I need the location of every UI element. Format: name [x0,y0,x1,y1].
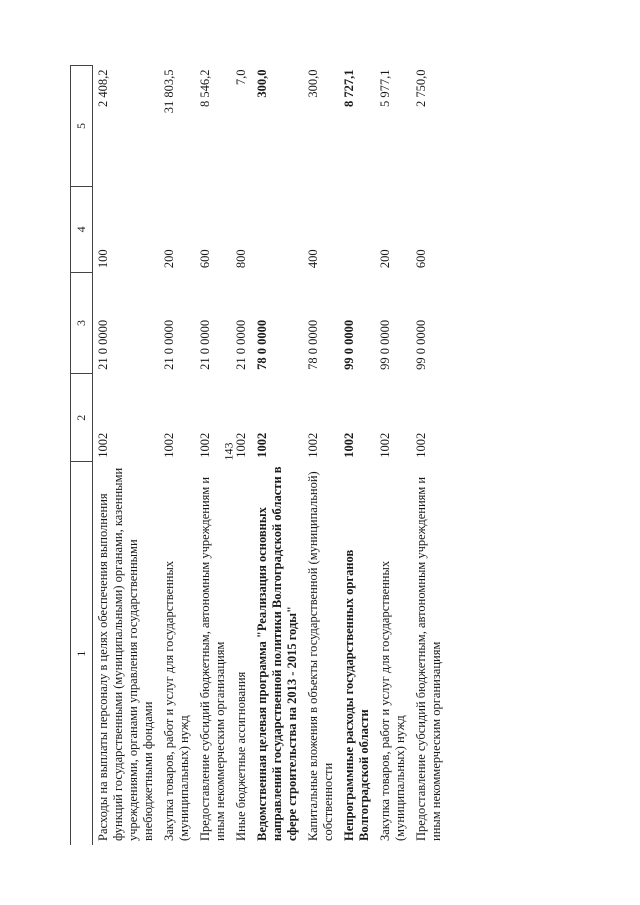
table-row [159,66,195,846]
rotated-table-container [70,65,590,845]
table-row [195,66,231,846]
column-header: 5 [71,66,93,187]
row-type: 600 [414,249,428,269]
table-header-row [71,66,93,846]
row-name: Расходы на выплаты персоналу в целях обеспечения выполнения функций государственными (муниципальными) органами, казенными учреждениями, органами управления государственными внебюджетными фондами [96,467,155,841]
row-section: 1002 [306,432,320,458]
row-amount: 2 408,2 [96,69,110,107]
row-name: Закупка товаров, работ и услуг для государственных (муниципальных) нужд [378,560,407,841]
row-name: Закупка товаров, работ и услуг для государственных (муниципальных) нужд [162,560,191,841]
row-section: 1002 [414,432,428,458]
row-name: Иные бюджетные ассигнования [234,671,248,841]
column-header: 3 [71,272,93,374]
row-amount: 31 803,5 [162,69,176,114]
row-type [339,187,375,273]
column-header: 2 [71,374,93,462]
column-header: 1 [71,462,93,845]
row-name: Ведомственная целевая программа "Реализация основных направлений государственной политики Волгоградской области в сфере строительства на 2013 - 2015 годы" [255,466,299,841]
column-header: 4 [71,187,93,273]
row-type: 400 [306,249,320,269]
row-name: Предоставление субсидий бюджетным, автономным учреждениям и иным некоммерческим организациям [414,476,443,841]
row-type: 200 [162,249,176,269]
row-section: 1002 [162,432,176,458]
row-amount: 7,0 [234,69,248,86]
row-type: 600 [198,249,212,269]
row-code: 99 0 0000 [414,319,428,370]
row-code: 21 0 0000 [162,319,176,370]
row-type: 200 [378,249,392,269]
row-amount: 300,0 [255,69,269,98]
row-code: 21 0 0000 [96,319,110,370]
table-row [252,66,303,846]
row-section: 1002 [342,432,356,458]
table-row [231,66,252,846]
row-code: 99 0 0000 [378,319,392,370]
row-code: 21 0 0000 [234,319,248,370]
row-code: 78 0 0000 [306,319,320,370]
row-code: 78 0 0000 [255,319,269,370]
row-section: 1002 [378,432,392,458]
table-body [93,66,448,846]
row-type [252,187,303,273]
table-row [303,66,339,846]
row-type: 800 [234,249,248,269]
table-row [411,66,447,846]
row-code: 21 0 0000 [198,319,212,370]
row-name: Непрограммные расходы государственных органов Волгоградской области [342,549,371,841]
row-amount: 5 977,1 [378,69,392,107]
row-section: 1002 [255,432,269,458]
row-amount: 300,0 [306,69,320,98]
row-amount: 8 546,2 [198,69,212,107]
row-amount: 8 727,1 [342,69,356,107]
row-amount: 2 750,0 [414,69,428,107]
row-name: Предоставление субсидий бюджетным, автономным учреждениям и иным некоммерческим организациям [198,476,227,841]
page-number: 143 [221,442,236,461]
row-section: 1002 [234,432,248,458]
row-section: 1002 [96,432,110,458]
row-section: 1002 [198,432,212,458]
row-code: 99 0 0000 [342,319,356,370]
row-name: Капитальные вложения в объекты государственной (муниципальной) собственности [306,471,335,841]
table-row [339,66,375,846]
table-row [93,66,160,846]
row-type: 100 [96,249,110,269]
table-row [375,66,411,846]
budget-table [70,65,447,845]
